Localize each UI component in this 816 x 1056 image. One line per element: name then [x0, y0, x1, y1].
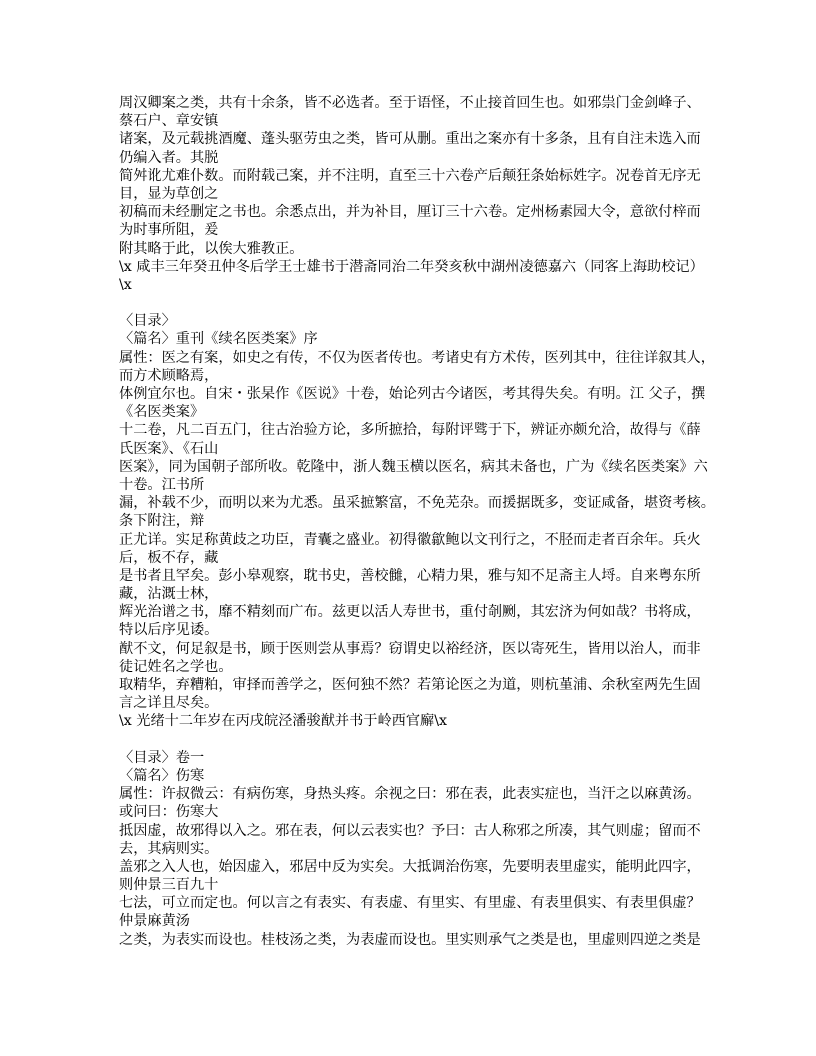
text-line: 去，其病则实。	[119, 840, 219, 857]
text-line: 正尤详。实足称黄歧之功臣，青囊之盛业。初得徽歙鲍以文刊行之，不胫而走者百余年。兵火	[119, 531, 701, 548]
blank-line	[119, 731, 709, 749]
text-line: 后，板不存，藏	[119, 549, 219, 566]
section-heading-toc: 〈目录〉	[119, 313, 176, 330]
chapter-title: 〈篇名〉重刊《续名医类案》序	[119, 331, 318, 348]
text-line: 属性：医之有案，如史之有传，不仅为医者传也。考诸史有方术传，医列其中，往往详叙其人，	[119, 349, 715, 366]
text-line: 蔡石户、章安镇	[119, 113, 219, 130]
text-line: 猷不文，何足叙是书，顾于医则尝从事焉？窃谓史以裕经济，医以寄死生，皆用以治人，而非	[119, 640, 701, 657]
section-heading-toc: 〈目录〉卷一	[119, 749, 205, 766]
text-line: 是书者且罕矣。彭小皋观察，耽书史，善校雠，心精力果，雅与知不足斋主人埒。自来粤东所	[119, 567, 701, 584]
text-line: 氏医案》、《石山	[119, 440, 219, 457]
text-line: 漏，补载不少，而明以来为尤悉。虽采摭繁富，不免芜杂。而援据既多，变证咸备，堪资考核。	[119, 495, 715, 512]
text-line: 特以后序见诿。	[119, 622, 219, 639]
text-line: 取精华，弃糟粕，审择而善学之，医何独不然？若第论医之为道，则杭堇浦、余秋室两先生固	[119, 677, 701, 693]
chapter-title: 〈篇名〉伤寒	[119, 767, 205, 784]
text-line: 周汉卿案之类，共有十余条，皆不必选者。至于语怪，不止接首回生也。如邪祟门金剑峰子、	[119, 95, 701, 111]
text-line: 医案》，同为国朝子部所收。乾隆中，浙人魏玉横以医名，病其未备也，广为《续名医类案》六	[119, 458, 708, 475]
colophon-line: \x 咸丰三年癸丑仲冬后学王士雄书于潜斋同治二年癸亥秋中湖州凌德嘉六（同客上海助校记）	[119, 258, 704, 275]
text-line: 或问曰：伤寒大	[119, 804, 219, 821]
text-line: 仲景麻黄汤	[119, 913, 190, 930]
text-line: 藏，沾溉士林，	[119, 586, 219, 603]
text-line: 盖邪之入人也，始因虚入，邪居中反为实矣。大抵调治伤寒，先要明表里虚实，能明此四字，	[119, 858, 701, 875]
colophon-line: \x 光绪十二年岁在丙戌皖泾潘骏猷并书于岭西官廨\x	[119, 713, 448, 730]
document-page	[119, 94, 715, 949]
text-line: 抵因虚，故邪得以入之。邪在表，何以云表实也？予曰：古人称邪之所凑，其气则虚；留而不	[119, 822, 701, 839]
text-line: 《名医类案》	[119, 404, 205, 421]
text-line: 仍编入者。其脱	[119, 149, 219, 166]
text-line: 徒记姓名之学也。	[119, 658, 233, 675]
text-line: 辉光治谱之书，靡不精刻而广布。兹更以活人寿世书，重付剞劂，其宏济为何如哉？书将成，	[119, 604, 701, 621]
colophon-line: \x	[119, 276, 132, 293]
text-line: 条下附注，辩	[119, 513, 205, 530]
text-line: 则仲景三百九十	[119, 877, 219, 894]
text-line: 十卷。江书所	[119, 476, 205, 493]
text-line: 体例宜尔也。自宋・张杲作《医说》十卷，始论列古今诸医，考其得失矣。有明。江 父子，撰	[119, 386, 706, 402]
blank-line	[119, 294, 709, 312]
text-line: 初稿而未经删定之书也。余悉点出，并为补目，厘订三十六卷。定州杨素园大令，意欲付梓而	[119, 204, 701, 221]
text-line: 七法，可立而定也。何以言之有表实、有表虚、有里实、有里虚、有表里俱实、有表里俱虚？	[119, 895, 701, 912]
text-line: 之类，为表实而设也。桂枝汤之类，为表虚而设也。里实则承气之类是也，里虚则四逆之类是	[119, 931, 701, 948]
text-line: 目，显为草创之	[119, 185, 219, 202]
text-line: 诸案，及元载挑酒魔、蓬头驱劳虫之类，皆可从删。重出之案亦有十多条，且有自注未选入而	[119, 131, 701, 148]
text-line: 为时事所阻，爰	[119, 222, 219, 239]
text-line: 十二卷，凡二百五门，往古治验方论，多所摭拾，每附评骘于下，辨证亦颇允洽，故得与《薛	[119, 422, 701, 439]
text-line: 简舛讹尤难仆数。而附载己案，并不注明，直至三十六卷产后颠狂条始标姓字。况卷首无序无	[119, 167, 701, 184]
text-line: 属性：许叔微云：有病伤寒，身热头疼。余视之曰：邪在表，此表实症也，当汗之以麻黄汤。	[119, 786, 701, 803]
text-line: 附其略于此，以俟大雅教正。	[119, 240, 304, 257]
text-line: 而方术顾略焉，	[119, 367, 219, 384]
text-line: 言之详且尽矣。	[119, 695, 219, 712]
